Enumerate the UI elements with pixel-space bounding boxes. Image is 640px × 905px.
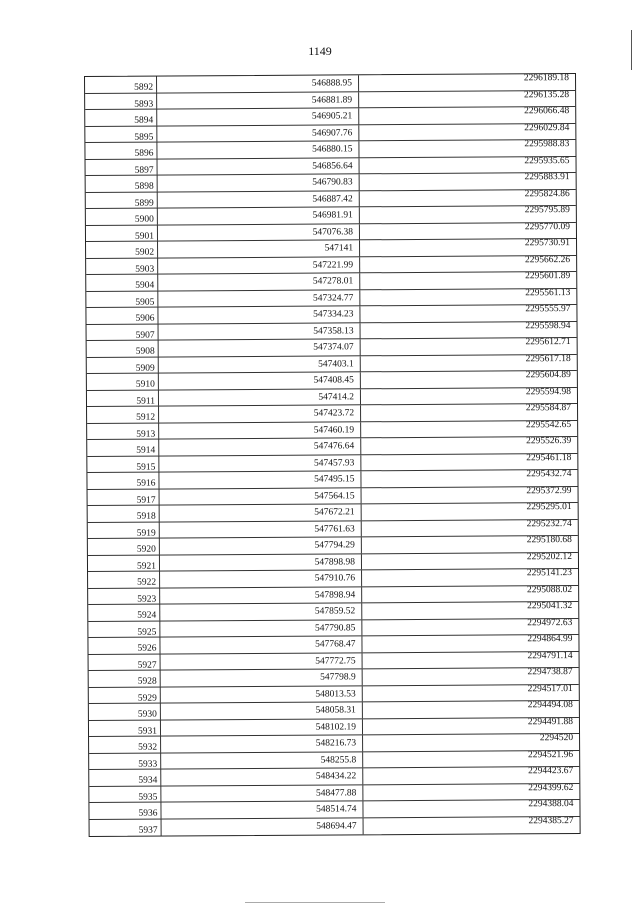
x-coordinate-cell: 547076.38 — [158, 224, 360, 241]
x-coordinate-cell: 546887.42 — [158, 191, 360, 208]
point-id-cell: 5917 — [88, 489, 160, 505]
x-coordinate-cell: 547564.15 — [160, 488, 362, 505]
x-coordinate-cell: 548694.47 — [162, 818, 364, 836]
x-coordinate-cell: 547460.19 — [159, 422, 361, 439]
y-coordinate-cell: 2295883.91 — [524, 172, 570, 183]
point-id-cell: 5934 — [89, 770, 161, 786]
y-coordinate-cell: 2294972.63 — [527, 617, 573, 628]
point-id-cell: 5930 — [89, 704, 161, 720]
point-id-cell: 5932 — [89, 737, 161, 753]
x-coordinate-cell: 547457.93 — [159, 455, 361, 472]
x-coordinate-cell: 546981.91 — [158, 207, 360, 224]
x-coordinate-cell: 546888.95 — [157, 75, 359, 92]
point-id-cell: 5898 — [86, 176, 158, 192]
x-coordinate-cell: 547141 — [158, 240, 360, 257]
point-id-cell: 5903 — [86, 258, 158, 274]
point-id-cell: 5933 — [89, 753, 161, 769]
point-id-cell: 5922 — [88, 572, 160, 588]
x-coordinate-cell: 546880.15 — [157, 141, 359, 158]
point-id-cell: 5892 — [85, 77, 157, 93]
x-coordinate-cell: 548477.88 — [161, 785, 363, 802]
y-coordinate-cell: 2296135.28 — [523, 89, 570, 100]
point-id-cell: 5915 — [87, 456, 159, 472]
point-id-cell: 5919 — [88, 522, 160, 538]
x-coordinate-cell: 547768.47 — [160, 636, 362, 653]
x-coordinate-cell: 547403.1 — [159, 356, 361, 373]
point-id-cell: 5937 — [90, 819, 162, 836]
y-coordinate-cell: 2295526.39 — [526, 436, 572, 447]
y-coordinate-cell: 2295730.91 — [524, 238, 571, 249]
y-coordinate-cell: 2295555.97 — [525, 304, 571, 315]
point-id-cell: 5913 — [87, 423, 159, 439]
y-coordinate-cell: 2294521.96 — [527, 749, 574, 760]
point-id-cell: 5906 — [86, 308, 158, 324]
y-coordinate-cell: 2294399.62 — [528, 782, 574, 793]
point-id-cell: 5908 — [87, 341, 159, 357]
point-id-cell: 5936 — [89, 803, 161, 819]
x-coordinate-cell: 546907.76 — [157, 125, 359, 142]
y-coordinate-cell: 2295617.18 — [525, 353, 571, 364]
point-id-cell: 5904 — [86, 275, 158, 291]
y-coordinate-cell: 2295180.68 — [526, 535, 572, 546]
point-id-cell: 5907 — [87, 324, 159, 340]
point-id-cell: 5918 — [88, 506, 160, 522]
y-coordinate-cell: 2295372.99 — [526, 485, 572, 496]
y-coordinate-cell: 2296066.48 — [524, 106, 570, 117]
point-id-cell: 5927 — [89, 654, 161, 670]
y-coordinate-cell: 2295594.98 — [525, 386, 571, 397]
x-coordinate-cell: 547772.75 — [161, 653, 363, 670]
x-coordinate-cell: 547859.52 — [160, 603, 362, 620]
x-coordinate-cell: 547358.13 — [159, 323, 361, 340]
x-coordinate-cell: 547324.77 — [158, 290, 360, 307]
point-id-cell: 5901 — [86, 225, 158, 241]
y-coordinate-cell: 2294385.27 — [528, 815, 574, 826]
y-coordinate-cell: 2295088.02 — [526, 584, 573, 595]
y-coordinate-cell: 2296189.18 — [523, 73, 570, 84]
y-coordinate-cell: 2295598.94 — [525, 320, 571, 331]
point-id-cell: 5926 — [88, 638, 160, 654]
y-coordinate-cell: 2294388.04 — [528, 799, 574, 810]
point-id-cell: 5905 — [86, 291, 158, 307]
point-id-cell: 5923 — [88, 588, 160, 604]
x-coordinate-cell: 547898.94 — [160, 587, 362, 604]
point-id-cell: 5902 — [86, 242, 158, 258]
y-coordinate-cell: 2295295.01 — [526, 502, 572, 513]
y-coordinate-cell: 2294423.67 — [528, 766, 574, 777]
y-coordinate-cell: 2295795.89 — [524, 205, 570, 216]
y-coordinate-cell: 2296029.84 — [524, 122, 570, 133]
x-coordinate-cell: 547476.64 — [159, 438, 361, 455]
y-coordinate-cell: 2294738.87 — [527, 667, 573, 678]
point-id-cell: 5893 — [85, 93, 157, 109]
point-id-cell: 5924 — [88, 605, 160, 621]
y-coordinate-cell: 2295988.83 — [524, 139, 570, 150]
y-coordinate-cell: 2295604.89 — [525, 370, 571, 381]
point-id-cell: 5935 — [89, 786, 161, 802]
y-coordinate-cell: 2295542.65 — [525, 419, 572, 430]
y-coordinate-cell: 2295612.71 — [525, 337, 571, 348]
x-coordinate-cell: 547910.76 — [160, 570, 362, 587]
y-coordinate-cell: 2295601.89 — [525, 271, 571, 282]
x-coordinate-cell: 547672.21 — [160, 504, 362, 521]
y-coordinate-cell: 2295461.18 — [526, 452, 572, 463]
y-coordinate-cell: 2295041.32 — [527, 601, 573, 612]
x-coordinate-cell: 546905.21 — [157, 108, 359, 125]
point-id-cell: 5896 — [85, 143, 157, 159]
y-coordinate-cell: 2295662.26 — [524, 254, 571, 265]
page-edge-mark — [631, 30, 632, 70]
x-coordinate-cell: 547408.45 — [159, 372, 361, 389]
y-coordinate-cell: 2294791.14 — [527, 650, 573, 661]
x-coordinate-cell: 548058.31 — [161, 702, 363, 719]
x-coordinate-cell: 546881.89 — [157, 92, 359, 109]
x-coordinate-cell: 548255.8 — [161, 752, 363, 769]
x-coordinate-cell: 547423.72 — [159, 405, 361, 422]
x-coordinate-cell: 547374.07 — [159, 339, 361, 356]
y-coordinate-cell: 2295202.12 — [526, 551, 572, 562]
point-id-cell: 5928 — [89, 671, 161, 687]
x-coordinate-cell: 547790.85 — [160, 620, 362, 637]
point-id-cell: 5921 — [88, 555, 160, 571]
x-coordinate-cell: 546790.83 — [158, 174, 360, 191]
x-coordinate-cell: 547495.15 — [159, 471, 361, 488]
x-coordinate-cell: 547798.9 — [161, 669, 363, 686]
table-row — [90, 816, 580, 835]
x-coordinate-cell: 548013.53 — [161, 686, 363, 703]
point-id-cell: 5909 — [87, 357, 159, 373]
y-coordinate-cell: 2294494.08 — [527, 700, 573, 711]
y-coordinate-cell: 2295584.87 — [525, 403, 572, 414]
y-coordinate-cell: 2295770.09 — [524, 221, 570, 232]
x-coordinate-cell: 548216.73 — [161, 735, 363, 752]
y-coordinate-cell: 2295141.23 — [526, 568, 573, 579]
y-coordinate-cell: 2295432.74 — [526, 469, 572, 480]
point-id-cell: 5916 — [87, 473, 159, 489]
y-coordinate-cell: 2294517.01 — [527, 683, 573, 694]
point-id-cell: 5929 — [89, 687, 161, 703]
footer-rule — [245, 902, 385, 903]
y-coordinate-cell: 2295561.13 — [525, 287, 571, 298]
x-coordinate-cell: 547221.99 — [158, 257, 360, 274]
x-coordinate-cell: 548102.19 — [161, 719, 363, 736]
point-id-cell: 5931 — [89, 720, 161, 736]
point-id-cell: 5911 — [87, 390, 159, 406]
x-coordinate-cell: 547334.23 — [158, 306, 360, 323]
point-id-cell: 5914 — [87, 440, 159, 456]
point-id-cell: 5925 — [88, 621, 160, 637]
point-id-cell: 5897 — [86, 159, 158, 175]
point-id-cell: 5899 — [86, 192, 158, 208]
x-coordinate-cell: 547794.29 — [160, 537, 362, 554]
y-coordinate-cell: 2294864.99 — [527, 634, 573, 645]
page-number: 1149 — [308, 44, 332, 58]
point-id-cell: 5920 — [88, 539, 160, 555]
y-coordinate-cell: 2294491.88 — [527, 716, 573, 727]
x-coordinate-cell: 547898.98 — [160, 554, 362, 571]
x-coordinate-cell: 547278.01 — [158, 273, 360, 290]
point-id-cell: 5912 — [87, 407, 159, 423]
x-coordinate-cell: 546856.64 — [158, 158, 360, 175]
x-coordinate-cell: 547761.63 — [160, 521, 362, 538]
point-id-cell: 5895 — [85, 126, 157, 142]
x-coordinate-cell: 548514.74 — [161, 801, 363, 818]
x-coordinate-cell: 547414.2 — [159, 389, 361, 406]
y-coordinate-cell: 2295232.74 — [526, 518, 572, 529]
y-coordinate-cell: 2295824.86 — [524, 188, 570, 199]
x-coordinate-cell: 548434.22 — [161, 768, 363, 785]
point-id-cell: 5910 — [87, 374, 159, 390]
point-id-cell: 5894 — [85, 110, 157, 126]
y-coordinate-cell: 2294520 — [539, 733, 574, 744]
point-id-cell: 5900 — [86, 209, 158, 225]
y-coordinate-cell: 2295935.65 — [524, 155, 570, 166]
coordinates-table — [84, 73, 581, 837]
